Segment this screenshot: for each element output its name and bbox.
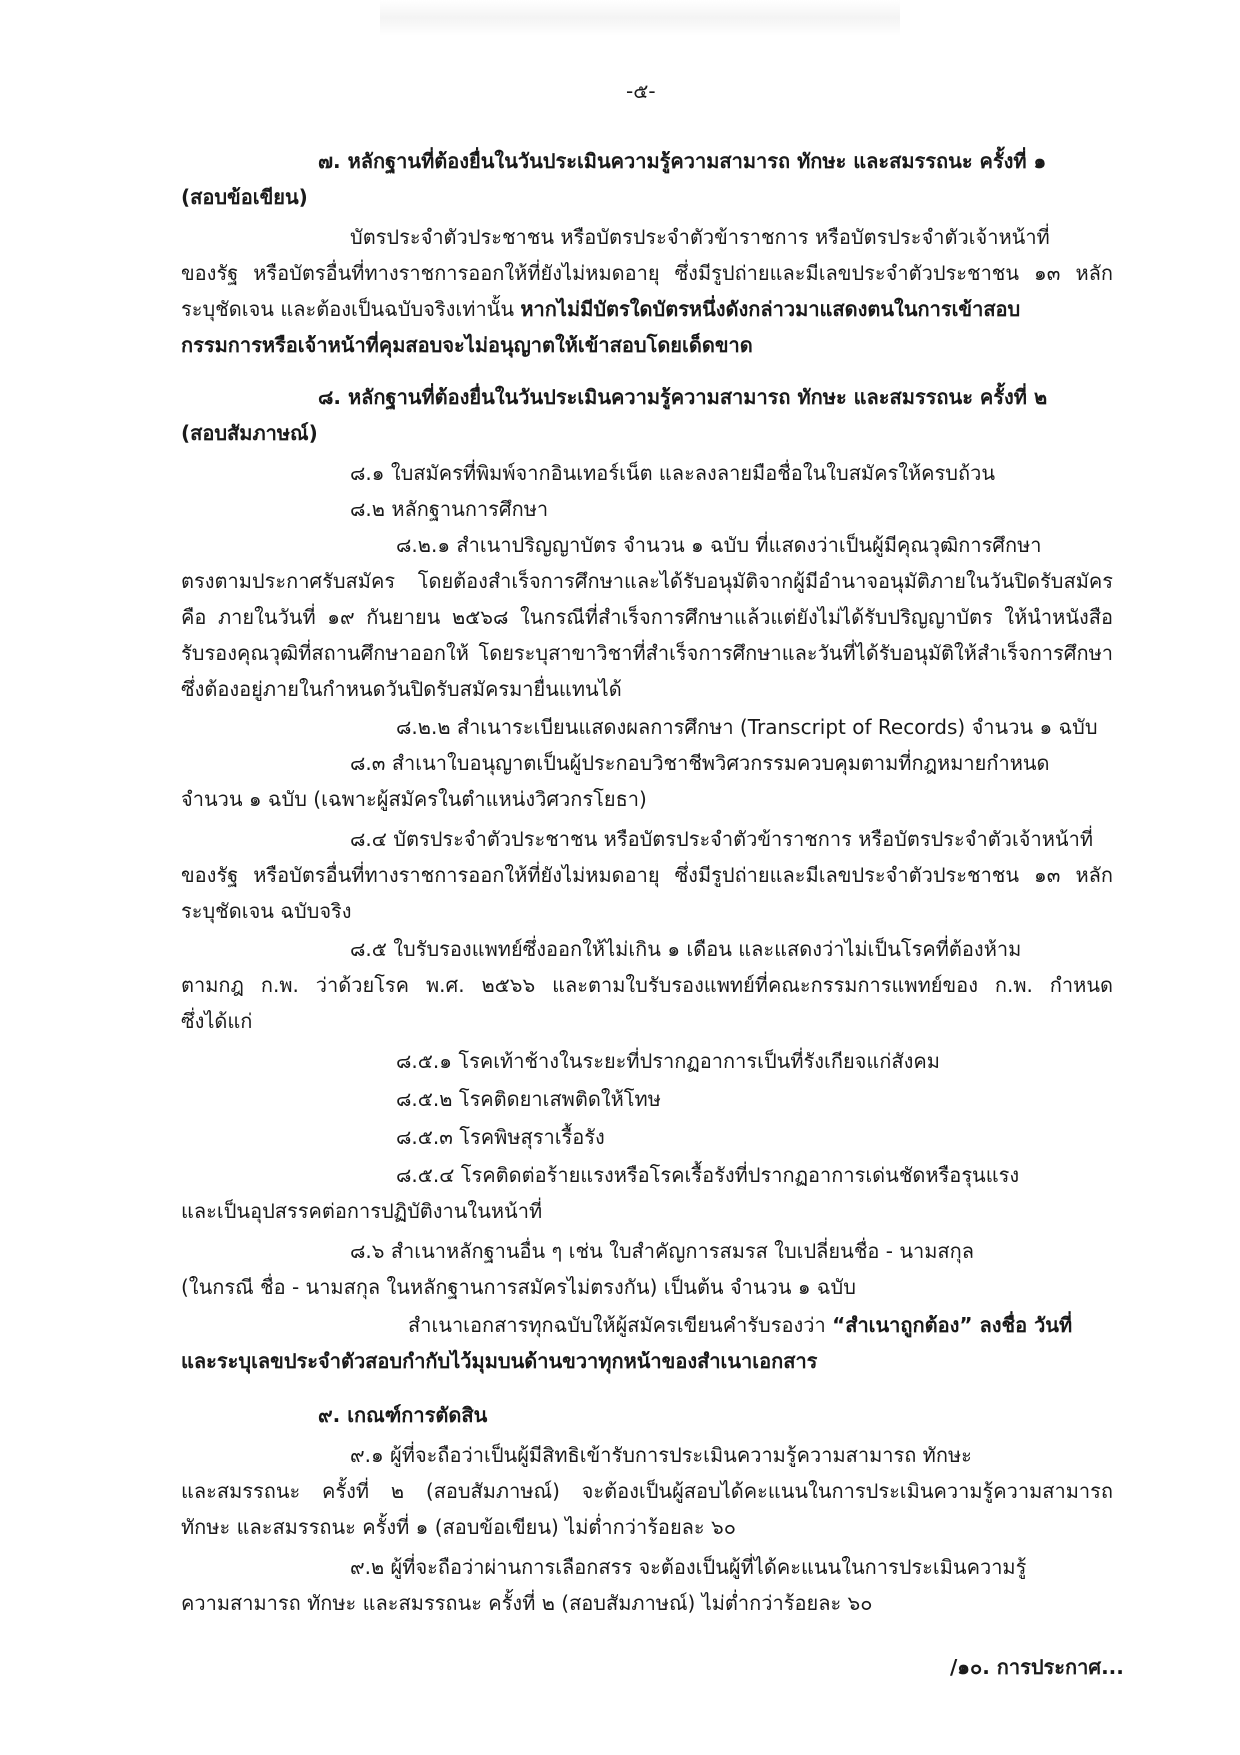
- section-7-paragraph-line: ของรัฐ หรือบัตรอื่นที่ทางราชการออกให้ที่ยังไม่หมดอายุ ซึ่งมีรูปถ่ายและมีเลขประจำตัวประชาชน ๑๓ หลัก: [181, 261, 1113, 285]
- item-8-5-line: ๘.๕ ใบรับรองแพทย์ซึ่งออกให้ไม่เกิน ๑ เดือน และแสดงว่าไม่เป็นโรคที่ต้องห้าม: [350, 937, 1022, 961]
- section-7-warning-line: กรรมการหรือเจ้าหน้าที่คุมสอบจะไม่อนุญาตให้เข้าสอบโดยเด็ดขาด: [181, 333, 753, 357]
- item-8-6-line: ๘.๖ สำเนาหลักฐานอื่น ๆ เช่น ใบสำคัญการสมรส ใบเปลี่ยนชื่อ - นามสกุล: [350, 1239, 974, 1263]
- item-8-2-1-line: คือ ภายในวันที่ ๑๙ กันยายน ๒๕๖๘ ในกรณีที่สำเร็จการศึกษาแล้วแต่ยังไม่ได้รับปริญญาบัตร ให้นำหนังสือ: [181, 605, 1113, 629]
- certify-note-line: และระบุเลขประจำตัวสอบกำกับไว้มุมบนด้านขวาทุกหน้าของสำเนาเอกสาร: [181, 1349, 818, 1373]
- item-9-1-line: ทักษะ และสมรรถนะ ครั้งที่ ๑ (สอบข้อเขียน) ไม่ต่ำกว่าร้อยละ ๖๐: [181, 1515, 736, 1539]
- item-8-5-line: ซึ่งได้แก่: [181, 1009, 253, 1033]
- section-7-heading: ๗. หลักฐานที่ต้องยื่นในวันประเมินความรู้ความสามารถ ทักษะ และสมรรถนะ ครั้งที่ ๑: [318, 149, 1047, 173]
- item-8-5-3: ๘.๕.๓ โรคพิษสุราเรื้อรัง: [396, 1125, 605, 1149]
- item-8-5-line: ตามกฎ ก.พ. ว่าด้วยโรค พ.ศ. ๒๕๖๖ และตามใบรับรองแพทย์ที่คณะกรรมการแพทย์ของ ก.พ. กำหนด: [181, 973, 1113, 997]
- item-8-3-line: ๘.๓ สำเนาใบอนุญาตเป็นผู้ประกอบวิชาชีพวิศวกรรมควบคุมตามที่กฎหมายกำหนด: [350, 751, 1050, 775]
- section-7-paragraph-line: [181, 294, 1020, 324]
- item-8-5-2: ๘.๕.๒ โรคติดยาเสพติดให้โทษ: [396, 1087, 661, 1111]
- item-8-4-line: ๘.๔ บัตรประจำตัวประชาชน หรือบัตรประจำตัวข้าราชการ หรือบัตรประจำตัวเจ้าหน้าที่: [350, 827, 1094, 851]
- item-8-2-1-line: ตรงตามประกาศรับสมัคร โดยต้องสำเร็จการศึกษาและได้รับอนุมัติจากผู้มีอำนาจอนุมัติภายในวันปิดรับสมัคร: [181, 569, 1113, 593]
- section-8-heading: ๘. หลักฐานที่ต้องยื่นในวันประเมินความรู้ความสามารถ ทักษะ และสมรรถนะ ครั้งที่ ๒: [318, 385, 1048, 409]
- certify-note-line: [408, 1310, 1072, 1340]
- item-8-5-4-line: และเป็นอุปสรรคต่อการปฏิบัติงานในหน้าที่: [181, 1199, 543, 1223]
- section-8-heading-cont: (สอบสัมภาษณ์): [181, 421, 318, 445]
- section-7-paragraph-line: บัตรประจำตัวประชาชน หรือบัตรประจำตัวข้าราชการ หรือบัตรประจำตัวเจ้าหน้าที่: [350, 225, 1050, 249]
- item-8-2-2: ๘.๒.๒ สำเนาระเบียนแสดงผลการศึกษา (Transcript of Records) จำนวน ๑ ฉบับ: [396, 715, 1098, 739]
- section-7-text: ระบุชัดเจน และต้องเป็นฉบับจริงเท่านั้น: [181, 297, 521, 321]
- certify-text: สำเนาเอกสารทุกฉบับให้ผู้สมัครเขียนคำรับรองว่า: [408, 1313, 833, 1337]
- item-8-2-1-line: รับรองคุณวุฒิที่สถานศึกษาออกให้ โดยระบุสาขาวิชาที่สำเร็จการศึกษาและวันที่ได้รับอนุมัติให้สำเร็จการศึกษา: [181, 641, 1113, 665]
- item-8-4-line: ระบุชัดเจน ฉบับจริง: [181, 899, 352, 923]
- item-8-2-1-line: ๘.๒.๑ สำเนาปริญญาบัตร จำนวน ๑ ฉบับ ที่แสดงว่าเป็นผู้มีคุณวุฒิการศึกษา: [396, 533, 1042, 557]
- item-8-2-1-line: ซึ่งต้องอยู่ภายในกำหนดวันปิดรับสมัครมายื่นแทนได้: [181, 677, 622, 701]
- item-8-4-line: ของรัฐ หรือบัตรอื่นที่ทางราชการออกให้ที่ยังไม่หมดอายุ ซึ่งมีรูปถ่ายและมีเลขประจำตัวประชาชน ๑๓ หลัก: [181, 863, 1113, 887]
- item-9-2-line: ความสามารถ ทักษะ และสมรรถนะ ครั้งที่ ๒ (สอบสัมภาษณ์) ไม่ต่ำกว่าร้อยละ ๖๐: [181, 1591, 873, 1615]
- item-8-2: ๘.๒ หลักฐานการศึกษา: [350, 497, 549, 521]
- item-9-2-line: ๙.๒ ผู้ที่จะถือว่าผ่านการเลือกสรร จะต้องเป็นผู้ที่ได้คะแนนในการประเมินความรู้: [350, 1555, 1027, 1579]
- item-8-6-line: (ในกรณี ชื่อ - นามสกุล ในหลักฐานการสมัครไม่ตรงกัน) เป็นต้น จำนวน ๑ ฉบับ: [181, 1275, 856, 1299]
- item-8-5-4-line: ๘.๕.๔ โรคติดต่อร้ายแรงหรือโรคเรื้อรังที่ปรากฏอาการเด่นชัดหรือรุนแรง: [396, 1163, 1020, 1187]
- scan-artifact: [380, 0, 900, 36]
- item-9-1-line: ๙.๑ ผู้ที่จะถือว่าเป็นผู้มีสิทธิเข้ารับการประเมินความรู้ความสามารถ ทักษะ: [350, 1443, 972, 1467]
- section-7-heading-cont: (สอบข้อเขียน): [181, 185, 308, 209]
- section-7-warning-text: หากไม่มีบัตรใดบัตรหนึ่งดังกล่าวมาแสดงตนในการเข้าสอบ: [520, 297, 1021, 321]
- certify-bold-text: “สำเนาถูกต้อง” ลงชื่อ วันที่: [832, 1313, 1073, 1337]
- item-9-1-line: และสมรรถนะ ครั้งที่ ๒ (สอบสัมภาษณ์) จะต้องเป็นผู้สอบได้คะแนนในการประเมินความรู้ความสามารถ: [181, 1479, 1113, 1503]
- item-8-5-1: ๘.๕.๑ โรคเท้าช้างในระยะที่ปรากฏอาการเป็นที่รังเกียจแก่สังคม: [396, 1049, 940, 1073]
- item-8-1: ๘.๑ ใบสมัครที่พิมพ์จากอินเทอร์เน็ต และลงลายมือชื่อในใบสมัครให้ครบถ้วน: [350, 461, 995, 485]
- continuation-footer: /๑๐. การประกาศ...: [950, 1655, 1124, 1679]
- section-9-heading: ๙. เกณฑ์การตัดสิน: [318, 1403, 488, 1427]
- page-number: -๕-: [626, 79, 656, 103]
- item-8-3-line: จำนวน ๑ ฉบับ (เฉพาะผู้สมัครในตำแหน่งวิศวกรโยธา): [181, 787, 647, 811]
